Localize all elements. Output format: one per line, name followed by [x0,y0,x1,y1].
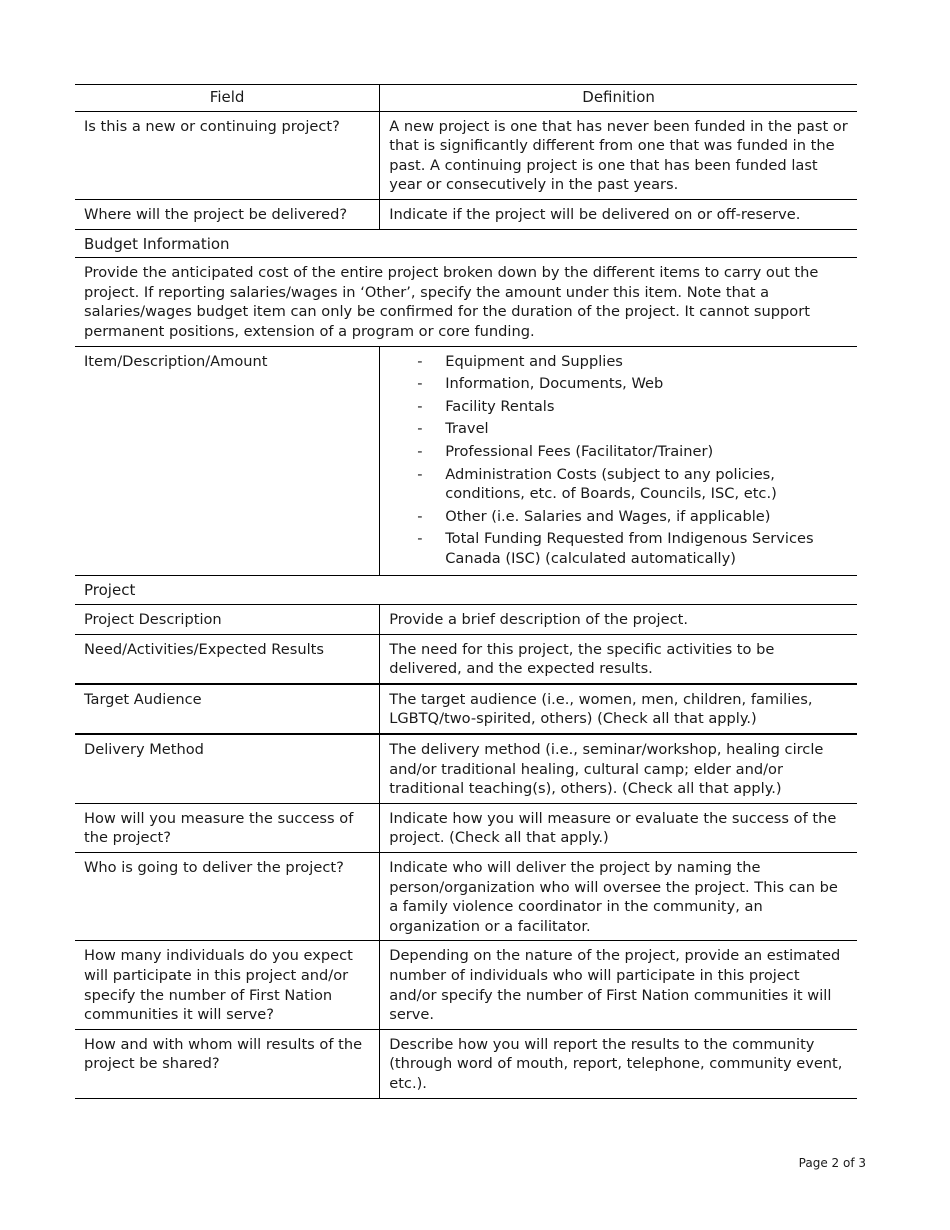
row-definition: Indicate if the project will be delivered on or off-reserve. [380,199,857,229]
list-item-text: Information, Documents, Web [445,375,664,393]
table-row [75,853,857,941]
list-item [417,352,849,372]
row-definition: Describe how you will report the results to the community (through word of mouth, report, telephone, community event, etc.). [380,1029,857,1098]
row-definition: Provide a brief description of the project. [380,605,857,635]
list-item-text: Total Funding Requested from Indigenous Services Canada (ISC) (calculated automatically) [445,530,814,567]
row-field: Need/Activities/Expected Results [75,634,380,684]
row-field: Who is going to deliver the project? [75,853,380,941]
dash-bullet: - [417,397,423,415]
row-definition: The target audience (i.e., women, men, children, families, LGBTQ/two-spirited, others) (Check all that apply.) [380,684,857,734]
definitions-table [75,84,857,1099]
table-row [75,111,857,199]
budget-items-cell [380,346,857,576]
section-heading-project [75,576,857,605]
row-field: How and with whom will results of the project be shared? [75,1029,380,1098]
list-item-text: Equipment and Supplies [445,352,623,370]
list-item [417,465,849,504]
dash-bullet: - [417,442,423,460]
table-row [75,803,857,852]
list-item [417,529,849,568]
row-field: How many individuals do you expect will participate in this project and/or specify the number of First Nation communities it will serve? [75,941,380,1029]
budget-heading: Budget Information [75,229,857,258]
project-heading: Project [75,576,857,605]
budget-description: Provide the anticipated cost of the entire project broken down by the different items to carry out the project. If reporting salaries/wages in ‘Other’, specify the amount under this item. Note that a salaries/wages budget item can only be confirmed for the duration of the project. It cannot support permanent positions, extension of a program or core funding. [75,258,857,346]
row-field: How will you measure the success of the project? [75,803,380,852]
list-item [417,507,849,527]
dash-bullet: - [417,420,423,438]
dash-bullet: - [417,465,423,483]
budget-items-list [389,352,849,569]
row-field: Target Audience [75,684,380,734]
list-item-text: Professional Fees (Facilitator/Trainer) [445,442,714,460]
list-item-text: Travel [445,420,489,438]
dash-bullet: - [417,507,423,525]
dash-bullet: - [417,352,423,370]
table-row [75,605,857,635]
list-item [417,397,849,417]
row-field: Where will the project be delivered? [75,199,380,229]
table-row [75,199,857,229]
list-item [417,442,849,462]
table-row [75,634,857,684]
table-header-row [75,85,857,112]
page-number: Page 2 of 3 [798,1156,866,1170]
header-definition: Definition [380,85,857,112]
table-row [75,346,857,576]
list-item [417,374,849,394]
row-definition: Indicate who will deliver the project by naming the person/organization who will oversee the project. This can be a family violence coordinator in the community, an organization or a facilitator. [380,853,857,941]
row-field: Is this a new or continuing project? [75,111,380,199]
row-definition: A new project is one that has never been funded in the past or that is significantly different from one that was funded in the past. A continuing project is one that has been funded last year or consecutively in the past years. [380,111,857,199]
row-definition: The delivery method (i.e., seminar/workshop, healing circle and/or traditional healing, cultural camp; elder and/or traditional teaching(s), others). (Check all that apply.) [380,734,857,803]
row-field: Item/Description/Amount [75,346,380,576]
section-heading-budget [75,229,857,258]
table-row [75,684,857,734]
dash-bullet: - [417,375,423,393]
list-item [417,419,849,439]
table-row [75,734,857,803]
list-item-text: Facility Rentals [445,397,555,415]
list-item-text: Administration Costs (subject to any policies, conditions, etc. of Boards, Councils, ISC, etc.) [445,465,777,503]
row-definition: Depending on the nature of the project, provide an estimated number of individuals who will participate in this project and/or specify the number of First Nation communities it will serve. [380,941,857,1029]
budget-description-row [75,258,857,346]
header-field: Field [75,85,380,112]
row-field: Delivery Method [75,734,380,803]
row-definition: The need for this project, the specific activities to be delivered, and the expected results. [380,634,857,684]
table-row [75,1029,857,1098]
table-row [75,941,857,1029]
dash-bullet: - [417,530,423,548]
row-definition: Indicate how you will measure or evaluate the success of the project. (Check all that apply.) [380,803,857,852]
list-item-text: Other (i.e. Salaries and Wages, if applicable) [445,507,771,525]
row-field: Project Description [75,605,380,635]
